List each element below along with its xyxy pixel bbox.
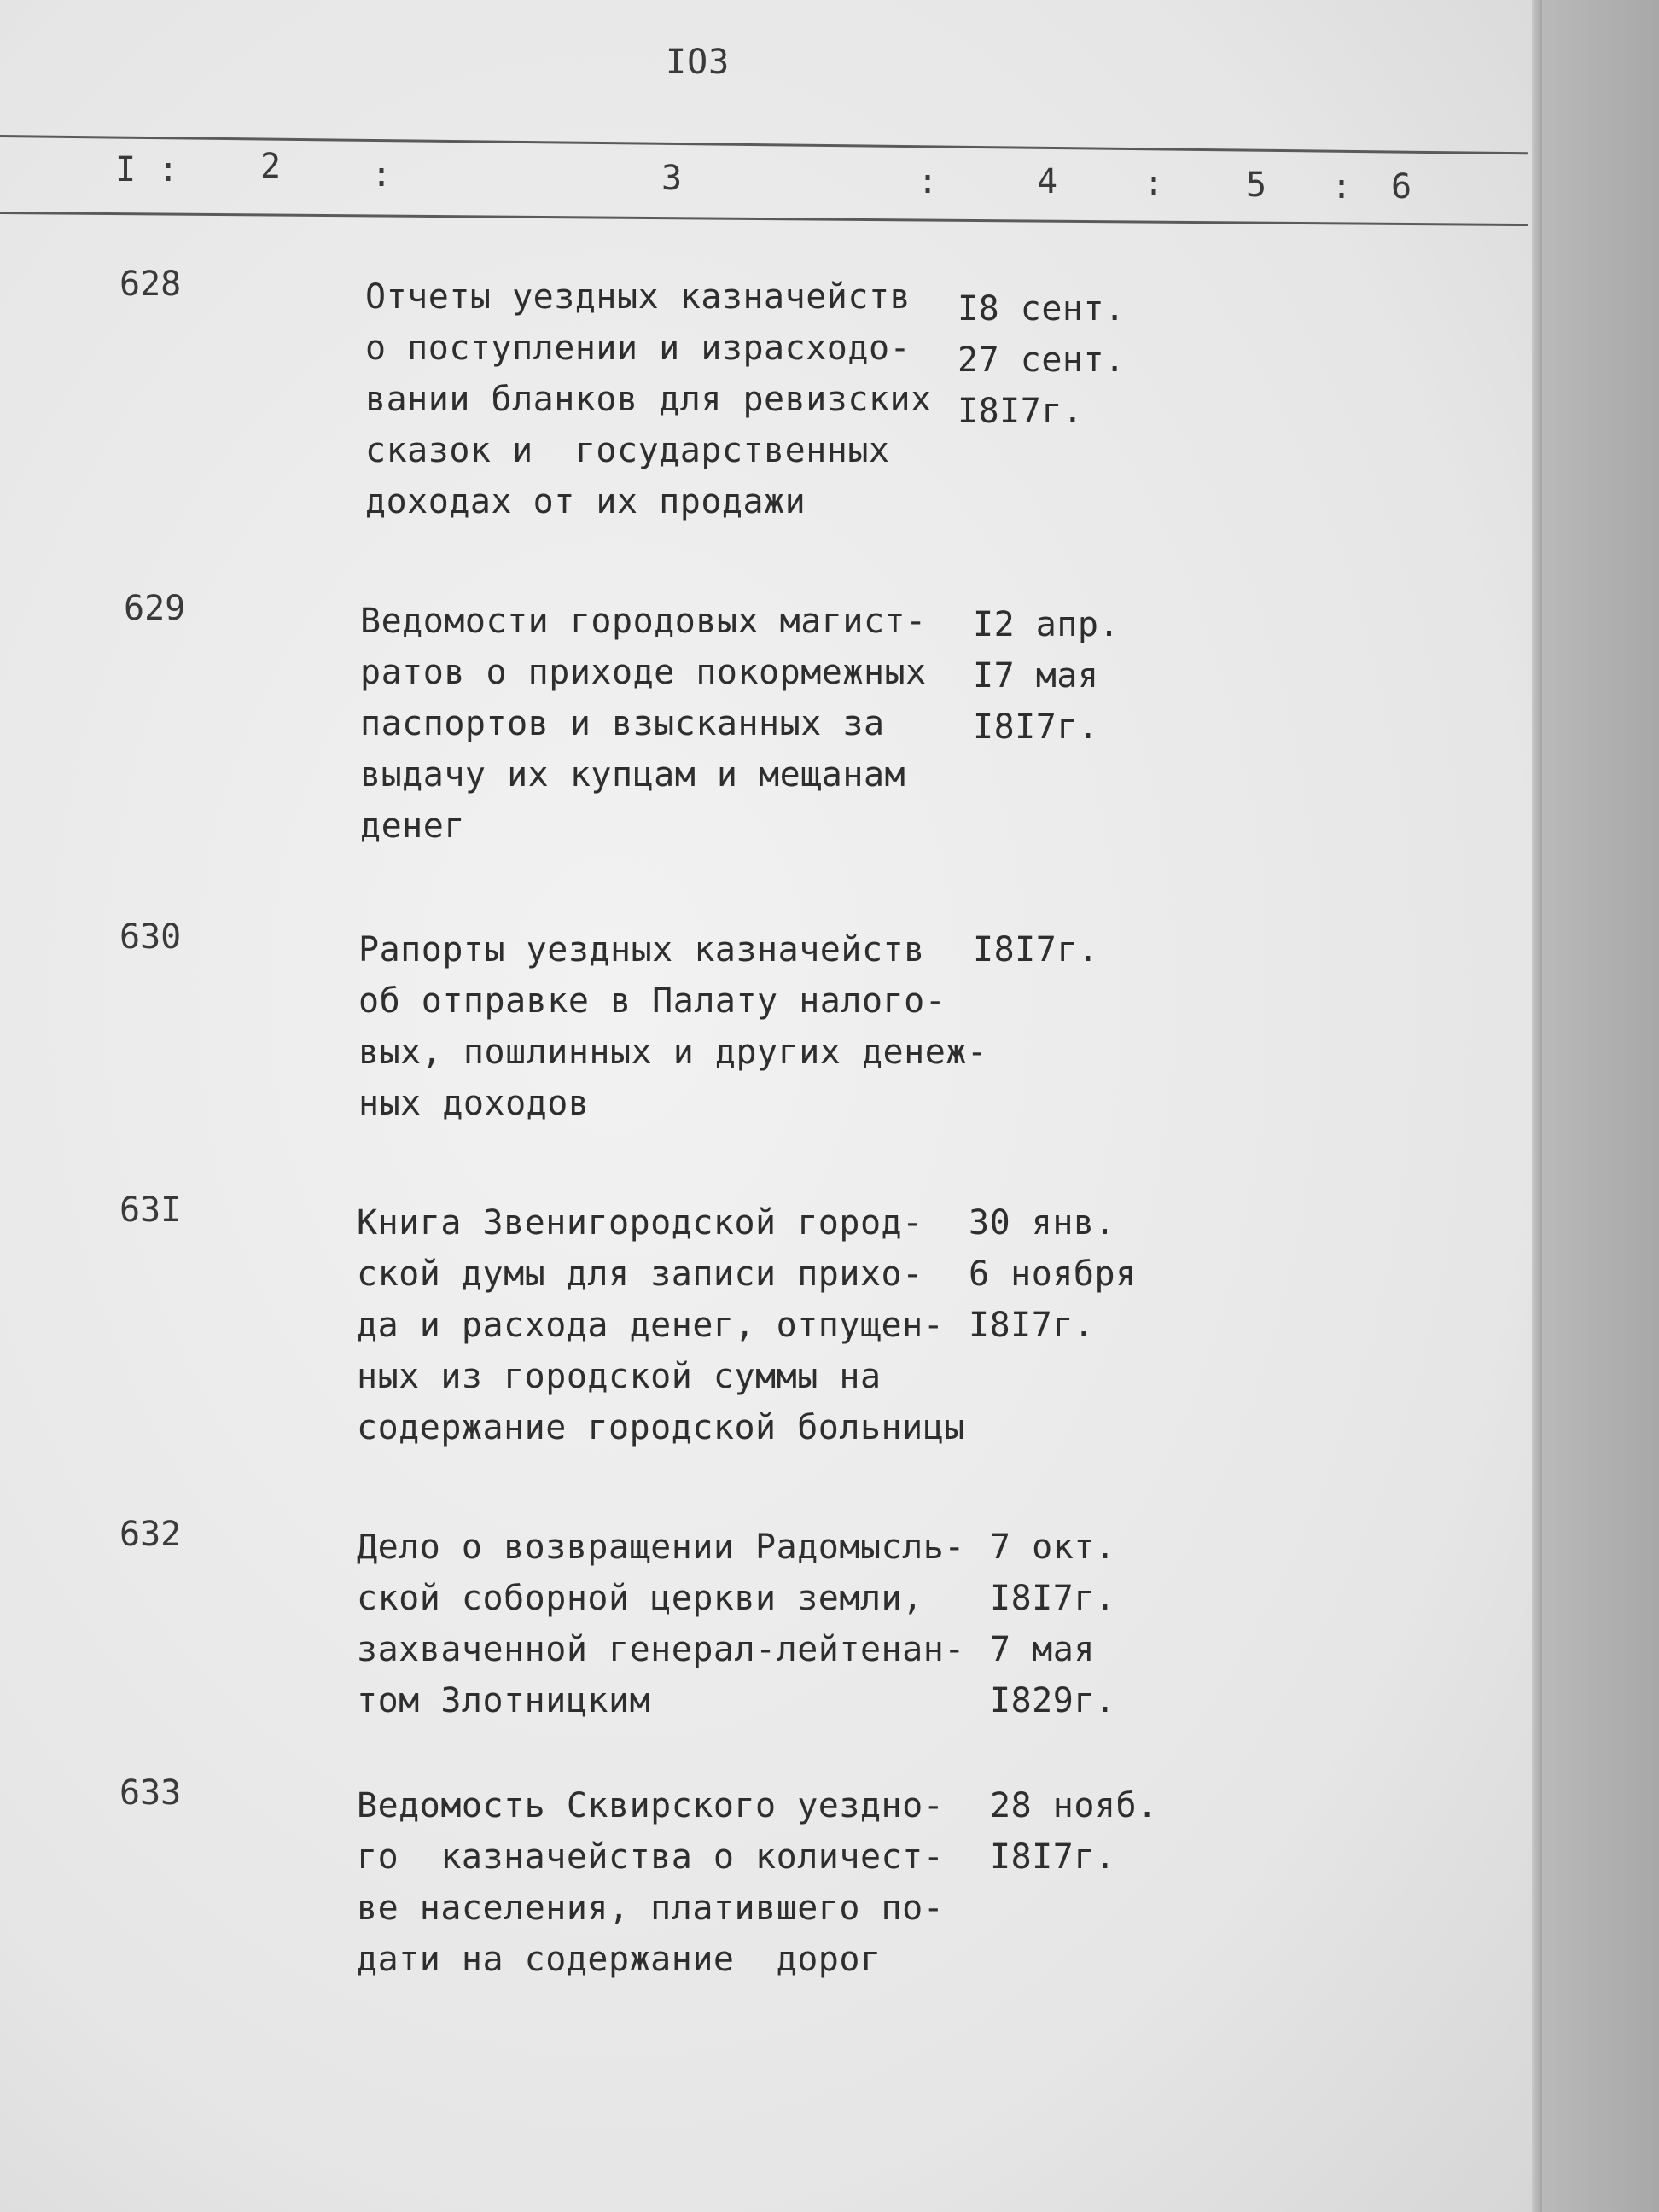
- page-number: IO3: [666, 43, 731, 82]
- column-separator: :: [917, 162, 939, 201]
- entry-description: Ведомости городовых магист- ратов о приходе покормежных паспортов и взысканных за выдачу их купцам и мещанам денег: [360, 602, 927, 846]
- entry-dates: I8I7г.: [973, 930, 1099, 969]
- column-header-6: 6: [1391, 167, 1412, 207]
- column-header-5: 5: [1246, 166, 1267, 205]
- entry-number: 628: [119, 265, 182, 304]
- entry-description: Книга Звенигородской город- ской думы для записи прихо- да и расхода денег, отпущен- ных из городской суммы на содержание городской больницы: [357, 1203, 965, 1447]
- column-separator: :: [1331, 167, 1353, 207]
- entry-dates: 7 окт. I8I7г. 7 мая I829г.: [990, 1528, 1116, 1720]
- entry-dates: 28 нояб. I8I7г.: [990, 1786, 1158, 1877]
- entry-number: 632: [119, 1515, 182, 1554]
- column-separator: :: [158, 150, 179, 189]
- entry-dates: I2 апр. I7 мая I8I7г.: [973, 605, 1121, 747]
- column-header-4: 4: [1037, 162, 1058, 201]
- entry-dates: 30 янв. 6 ноября I8I7г.: [969, 1203, 1137, 1345]
- column-header-3: 3: [661, 159, 683, 198]
- entry-description: Ведомость Сквирского уездно- го казначейства о количест- ве населения, платившего по- дати на содержание дорог: [357, 1786, 945, 1979]
- entry-description: Рапорты уездных казначейств об отправке в Палату налого- вых, пошлинных и других денеж- ных доходов: [358, 930, 988, 1123]
- entry-dates: I8 сент. 27 сент. I8I7г.: [958, 289, 1126, 431]
- column-header-1: I: [115, 150, 137, 189]
- entry-description: Отчеты уездных казначейств о поступлении и израсходо- вании бланков для ревизских сказок и государственных доходах от их продажи: [365, 277, 932, 521]
- entry-number: 633: [119, 1773, 182, 1813]
- entry-description: Дело о возвращении Радомысль- ской соборной церкви земли, захваченной генерал-лейтенан- том Злотницким: [357, 1528, 965, 1720]
- column-separator: :: [1144, 164, 1165, 203]
- entry-number: 630: [119, 917, 182, 957]
- background-backing: [1542, 0, 1659, 2212]
- page-edge-shadow: [1532, 0, 1542, 2212]
- entry-number: 629: [124, 589, 186, 628]
- column-separator: :: [371, 155, 393, 195]
- entry-number: 63I: [119, 1190, 182, 1230]
- column-header-2: 2: [260, 147, 282, 186]
- column-header-row: [0, 143, 1528, 212]
- header-bottom-rule: [0, 212, 1528, 226]
